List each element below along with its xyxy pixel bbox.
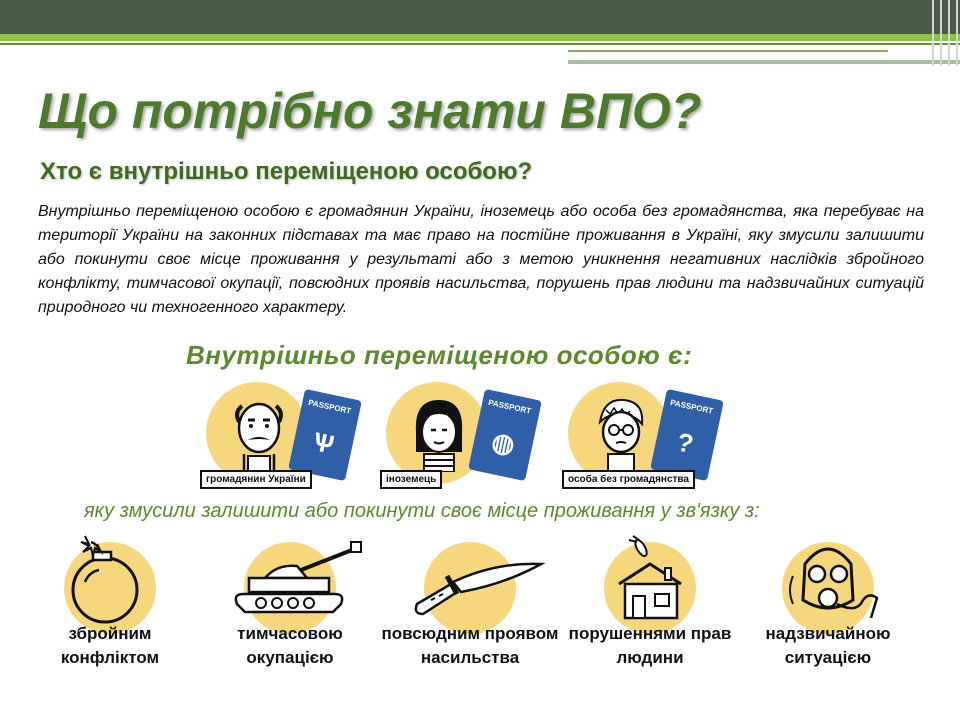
decor-line	[568, 50, 888, 52]
falling-bomb-icon	[629, 536, 649, 558]
header-bar-green	[0, 34, 960, 41]
question-mark-icon: ?	[674, 426, 697, 460]
cause-armed-conflict	[20, 530, 200, 690]
cause-label-line: надзвичайною	[765, 624, 891, 643]
passport-icon	[650, 389, 724, 481]
tank-icon	[215, 534, 365, 634]
woman-face-icon	[404, 392, 474, 472]
cause-label-line: тимчасовою	[237, 624, 343, 643]
cause-label-line: насильства	[420, 648, 520, 667]
person-citizen	[200, 380, 360, 498]
person-label: громадянин України	[200, 470, 312, 489]
knife-icon	[395, 534, 545, 634]
bomb-icon	[35, 534, 185, 634]
cause-human-rights	[560, 530, 740, 690]
cause-label	[200, 622, 380, 670]
cause-label-line: людини	[616, 648, 684, 667]
person-stateless	[562, 380, 722, 498]
slide-title: Що потрібно знати ВПО?	[38, 83, 702, 139]
passport-label: PASSPORT	[669, 397, 714, 416]
cause-label-line: повсюдним проявом	[381, 624, 559, 643]
header-bar-line	[0, 43, 960, 45]
decor-stripes	[928, 0, 960, 66]
person-label: особа без громадянства	[562, 470, 695, 489]
cause-label-line: ситуацією	[784, 648, 872, 667]
cause-label-line: збройним	[68, 624, 152, 643]
trident-icon: Ѱ	[309, 425, 337, 460]
gas-mask-icon	[753, 534, 903, 634]
decor-line	[568, 60, 960, 64]
cause-label-line: порушеннями прав	[568, 624, 732, 643]
passport-icon	[468, 389, 542, 481]
globe-icon: ◍	[489, 425, 518, 460]
cause-occupation	[200, 530, 380, 690]
slide-subtitle: Хто є внутрішньо переміщеною особою?	[40, 158, 533, 185]
person-foreigner	[380, 380, 540, 498]
passport-label: PASSPORT	[307, 397, 352, 416]
cause-label	[20, 622, 200, 670]
cause-label-line: окупацією	[246, 648, 334, 667]
cause-label	[560, 622, 740, 670]
persons-row	[200, 380, 740, 500]
cause-violence	[380, 530, 560, 690]
cause-label-line: конфліктом	[60, 648, 160, 667]
person-label: іноземець	[380, 470, 442, 489]
man-face-icon	[224, 392, 294, 472]
persons-heading: Внутрішньо переміщеною особою є:	[186, 340, 693, 370]
cause-label	[380, 622, 560, 670]
definition-text: Внутрішньо переміщеною особою є громадянин України, іноземець або особа без громадянства, яка перебуває на території України на законних підставах та має право на постійне проживання в Україні, яку змусили залишити або покинути своє місце проживання у результаті або з метою уникнення негативних наслідків збройного конфлікту, тимчасової окупації, повсюдних проявів насильства, порушень прав людини та надзвичайних ситуацій природного чи техногенного характеру.	[38, 203, 924, 316]
passport-icon	[288, 389, 362, 481]
cause-emergency	[738, 530, 918, 690]
cause-label	[738, 622, 918, 670]
boy-face-icon	[586, 392, 656, 472]
header-bar-dark	[0, 0, 960, 34]
passport-label: PASSPORT	[487, 397, 532, 416]
house-icon	[575, 534, 725, 634]
causes-row	[20, 530, 940, 690]
reason-heading: яку змусили залишити або покинути своє місце проживання у зв'язку з:	[84, 500, 760, 522]
